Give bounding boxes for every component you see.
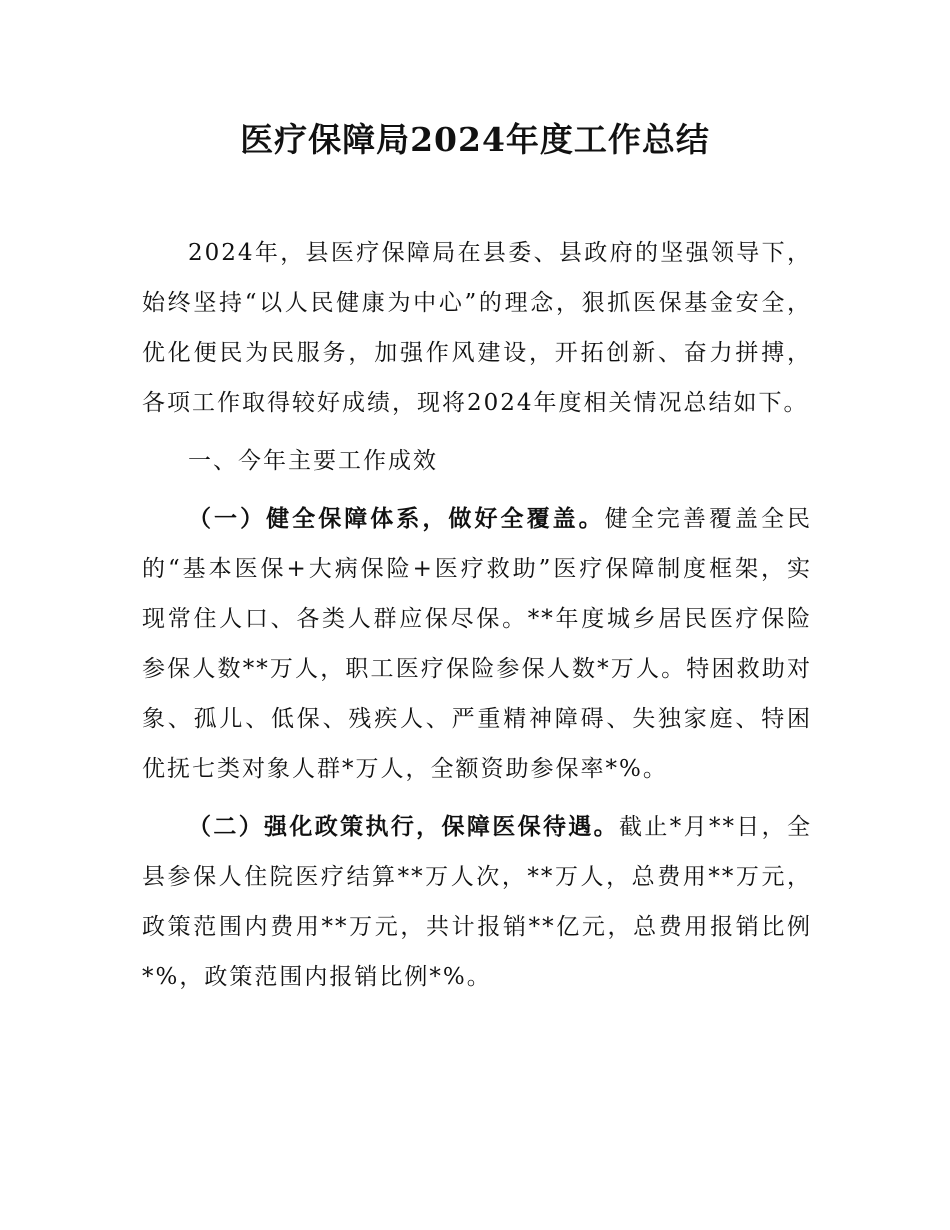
item-2-paragraph: [142, 802, 812, 1002]
item-1-paragraph: [142, 494, 812, 794]
item-1-lead: （一）健全保障体系，做好全覆盖。: [188, 506, 605, 532]
document-body: [142, 228, 812, 1002]
document-title: 医疗保障局2024年度工作总结: [240, 120, 710, 159]
item-2-text: 截止*月**日，全县参保人住院医疗结算**万人次，**万人，总费用**万元，政策范围内费用**万元，共计报销**亿元，总费用报销比例*%，政策范围内报销比例*%。: [142, 814, 813, 990]
intro-paragraph: 2024年，县医疗保障局在县委、县政府的坚强领导下，始终坚持“以人民健康为中心”的理念，狠抓医保基金安全，优化便民为民服务，加强作风建设，开拓创新、奋力拼搏，各项工作取得较好成绩，现将2024年度相关情况总结如下。: [142, 240, 812, 416]
section-heading: 一、今年主要工作成效: [188, 448, 438, 474]
item-2-lead: （二）强化政策执行，保障医保待遇。: [188, 814, 620, 840]
item-1-text: 健全完善覆盖全民的“基本医保+大病保险+医疗救助”医疗保障制度框架，实现常住人口、各类人群应保尽保。**年度城乡居民医疗保险参保人数**万人，职工医疗保险参保人数*万人。特困救助对象、孤儿、低保、残疾人、严重精神障碍、失独家庭、特困优抚七类对象人群*万人，全额资助参保率*%。: [142, 506, 813, 782]
